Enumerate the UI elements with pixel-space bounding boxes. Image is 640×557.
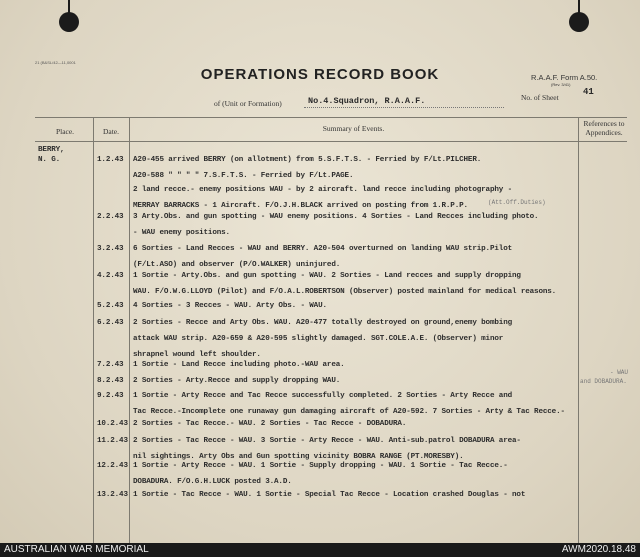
entry-date: 6.2.43 (97, 319, 124, 327)
entry-summary-line: (F/Lt.ASO) and observer (P/O.WALKER) uninjured. (133, 261, 341, 269)
entry-summary-line: 1 Sortie - Land Recce including photo.-WAU area. (133, 361, 345, 369)
unit-label: of (Unit or Formation) (214, 99, 282, 108)
table-top-rule (35, 117, 627, 118)
form-revision: (Rev. 3/41) (551, 82, 571, 87)
footer-accession-number: AWM2020.18.48 (561, 544, 636, 555)
date-column-rule (129, 117, 130, 543)
place-line2: N. G. (38, 156, 61, 164)
entry-date: 9.2.43 (97, 392, 124, 400)
entry-date: 2.2.43 (97, 213, 124, 221)
footer-institution: AUSTRALIAN WAR MEMORIAL (4, 544, 149, 555)
entry-summary-line: DOBADURA. F/O.G.H.LUCK posted 3.A.D. (133, 478, 292, 486)
entry-date: 10.2.43 (97, 420, 128, 428)
attached-duties-note: (Att.Off.Duties) (488, 199, 546, 206)
entry-summary-line: 1 Sortie - Arty Recce and Tac Recce successfully completed. 2 Sorties - Arty Recce and (133, 392, 513, 400)
footer-bar (0, 543, 640, 557)
entry-summary-line: 2 Sorties - Arty.Recce and supply dropping WAU. (133, 377, 341, 385)
entry-summary-line: nil sightings. Arty Obs and Gun spotting vicinity BOBRA RANGE (PT.MORESBY). (133, 453, 464, 461)
entry-date: 5.2.43 (97, 302, 124, 310)
entry-summary-line: A20-455 arrived BERRY (on allotment) from 5.S.F.T.S. - Ferried by F/Lt.PILCHER. (133, 156, 482, 164)
entry-summary-line: A20-588 " " " " 7.S.F.T.S. - Ferried by F/Lt.PAGE. (133, 172, 354, 180)
entry-date: 1.2.43 (97, 156, 124, 164)
place-line1: BERRY, (38, 146, 65, 154)
refs-column-rule (578, 117, 579, 543)
entry-summary-line: 2 Sorties - Tac Recce - WAU. 3 Sortie - Arty Recce - WAU. Anti-sub.patrol DOBADURA area- (133, 437, 521, 445)
place-column-rule (93, 117, 94, 543)
place-column-header: Place. (55, 127, 75, 136)
sheet-number-label: No. of Sheet (521, 93, 559, 102)
entry-summary-line: WAU. F/O.W.G.LLOYD (Pilot) and F/O.A.L.ROBERTSON (Observer) posted mainland for medical reasons. (133, 288, 557, 296)
entry-summary-line: attack WAU strip. A20-659 & A20-595 slightly damaged. SGT.COLE.A.E. (Observer) minor (133, 335, 504, 343)
entry-date: 12.2.43 (97, 462, 128, 470)
entry-summary-line: 1 Sortie - Arty.Obs. and gun spotting - WAU. 2 Sorties - Land recces and supply dropping (133, 272, 521, 280)
entry-date: 11.2.43 (97, 437, 128, 445)
summary-column-header: Summary of Events. (322, 124, 385, 133)
entry-summary-line: 6 Sorties - Land Recces - WAU and BERRY. A20-504 overturned on landing WAU strip.Pilot (133, 245, 513, 253)
refs-column-header (579, 119, 629, 137)
entry-summary-line: - WAU enemy positions. (133, 229, 230, 237)
page-title: OPERATIONS RECORD BOOK (200, 66, 440, 83)
entry-summary-line: 4 Sorties - 3 Recces - WAU. Arty Obs. - WAU. (133, 302, 327, 310)
entry-summary-line: 1 Sortie - Tac Recce - WAU. 1 Sortie - Special Tac Recce - Location crashed Douglas - not (133, 491, 526, 499)
entry-summary-line: Tac Recce.-Incomplete one runaway gun damaging aircraft of A20-592. 7 Sorties - Arty & Tac Recce.- (133, 408, 565, 416)
entry-date: 3.2.43 (97, 245, 124, 253)
entry-summary-line: 2 Sorties - Recce and Arty Obs. WAU. A20-477 totally destroyed on ground,enemy bombing (133, 319, 513, 327)
entry-summary-line: 2 Sorties - Tac Recce.- WAU. 2 Sorties - Tac Recce - DOBADURA. (133, 420, 407, 428)
entry-summary-line: MERRAY BARRACKS - 1 Aircraft. F/O.J.H.BLACK arrived on posting from 1.R.P.P. (133, 202, 468, 210)
entry-date: 7.2.43 (97, 361, 124, 369)
sheet-number-value: 41 (583, 87, 594, 97)
date-column-header: Date. (102, 127, 120, 136)
entry-date: 4.2.43 (97, 272, 124, 280)
form-number (531, 73, 597, 87)
table-header-rule (35, 141, 627, 142)
refs-header-line1: References to (583, 119, 625, 128)
entry-date: 13.2.43 (97, 491, 128, 499)
entry-summary-line: 1 Sortie - Arty Recce - WAU. 1 Sortie - Supply dropping - WAU. 1 Sortie - Tac Recce.- (133, 462, 508, 470)
unit-value: No.4.Squadron, R.A.A.F. (308, 96, 426, 106)
binder-hole (59, 12, 79, 32)
refs-header-line2: Appendices. (585, 128, 623, 137)
binder-hole (569, 12, 589, 32)
margin-note-dobadura: and DOBADURA. (580, 378, 627, 385)
form-number-label: R.A.A.F. Form A.50. (531, 73, 598, 82)
entry-summary-line: 2 land recce.- enemy positions WAU - by 2 aircraft. land recce including photography - (133, 186, 513, 194)
entry-summary-line: shrapnel wound left shoulder. (133, 351, 261, 359)
unit-underline (304, 107, 504, 108)
entry-summary-line: 3 Arty.Obs. and gun spotting - WAU enemy positions. 4 Sorties - Land Recces including photo. (133, 213, 539, 221)
margin-note-wau: - WAU (610, 369, 629, 376)
entry-date: 8.2.43 (97, 377, 124, 385)
print-reference: 21 (B&SL/42—11,0001 (35, 60, 76, 65)
